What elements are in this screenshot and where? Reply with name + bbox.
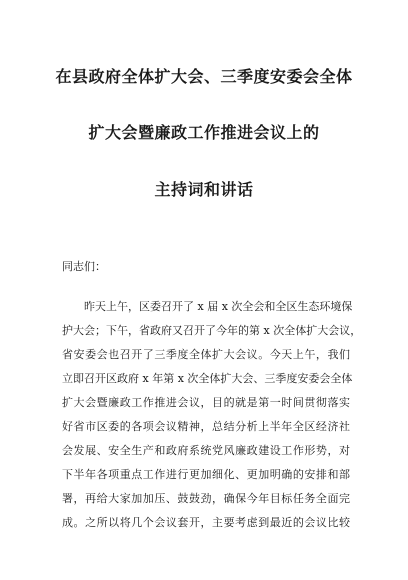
- body-line-5: 扩大会暨廉政工作推进会议，目的就是第一时间贯彻落实: [62, 396, 350, 409]
- body-line-6: 好省市区委的各项会议精神，总结分析上半年全区经济社: [62, 420, 350, 433]
- document-title-line-2: 扩大会暨廉政工作推进会议上的: [88, 123, 320, 142]
- body-line-4: 立即召开区政府 x 年第 x 次全体扩大会、三季度安委会全体: [62, 372, 353, 385]
- body-line-3: 省安委会也召开了三季度全体扩大会议。今天上午，我们: [62, 348, 350, 361]
- body-line-9: 署，再给大家加加压、鼓鼓劲，确保今年目标任务全面完: [62, 492, 350, 505]
- body-line-8: 下半年各项重点工作进行更加细化、更加明确的安排和部: [62, 468, 350, 481]
- document-title-line-3: 主持词和讲话: [154, 180, 254, 199]
- document-title-line-1: 在县政府全体扩大会、三季度安委会全体: [55, 67, 353, 86]
- body-line-1: 昨天上午，区委召开了 x 届 x 次全会和全区生态环境保: [84, 300, 353, 313]
- greeting: 同志们：: [62, 260, 106, 273]
- body-line-7: 会发展、安全生产和政府系统党风廉政建设工作形势，对: [62, 444, 350, 457]
- body-line-10: 成。之所以将几个会议套开，主要考虑到最近的会议比较: [62, 516, 350, 529]
- body-line-2: 护大会；下午，省政府又召开了今年的第 x 次全体扩大会议，: [62, 324, 362, 337]
